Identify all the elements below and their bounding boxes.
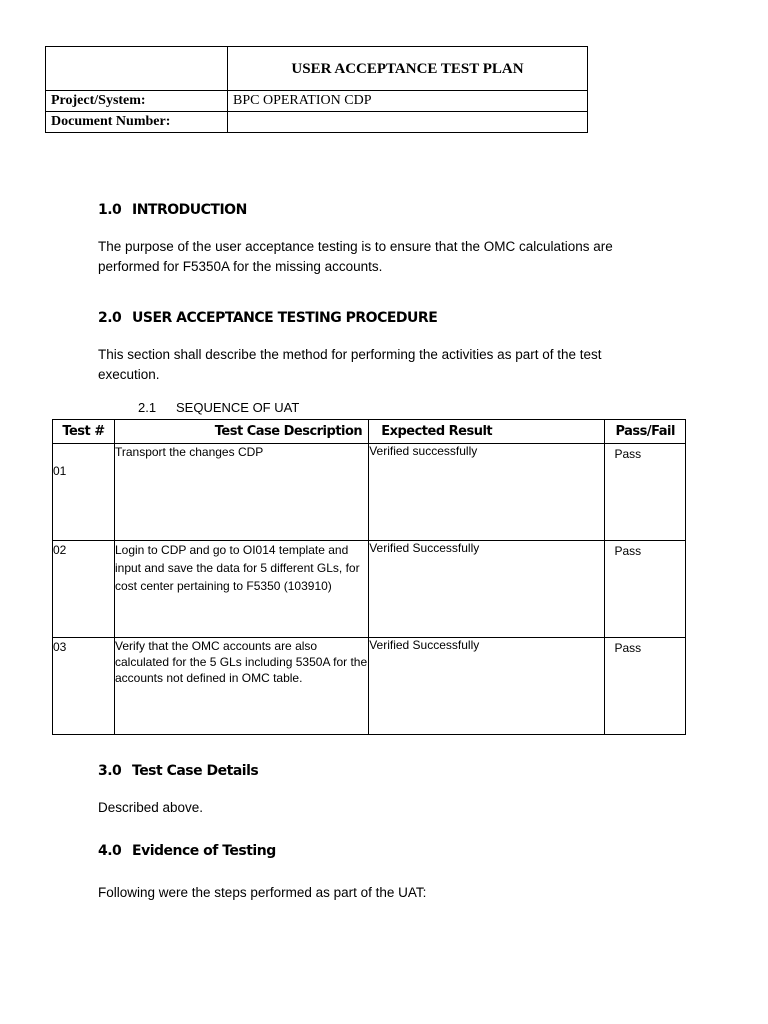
pass-fail-status: Pass [614, 447, 642, 461]
test-number-cell [53, 444, 115, 541]
procedure-text: This section shall describe the method for performing the activities as part of the test execution. [98, 347, 602, 382]
document-number-value [228, 112, 588, 133]
pass-fail-cell [605, 541, 686, 638]
document-title: USER ACCEPTANCE TEST PLAN [228, 47, 588, 91]
subsection-heading-sequence [138, 400, 299, 415]
section-number: 2.0 [98, 310, 122, 326]
introduction-text: The purpose of the user acceptance testing is to ensure that the OMC calculations are performed for F5350A for the missing accounts. [98, 239, 613, 274]
test-number-cell [53, 541, 115, 638]
project-value: BPC OPERATION CDP [228, 91, 588, 112]
column-header-pass-fail: Pass/Fail [605, 420, 686, 444]
test-number-cell [53, 638, 115, 735]
section-heading-test-case-details [98, 763, 258, 779]
test-description: Verify that the OMC accounts are also calculated for the 5 GLs including 5350A for the accounts not defined in OMC table. [114, 638, 368, 735]
test-description: Transport the changes CDP [114, 444, 368, 541]
pass-fail-status: Pass [614, 544, 642, 558]
section-number: 4.0 [98, 843, 122, 859]
section-title: Evidence of Testing [132, 843, 276, 859]
subsection-title: SEQUENCE OF UAT [176, 400, 300, 415]
test-number: 03 [53, 640, 67, 654]
expected-result: Verified Successfully [369, 638, 605, 735]
test-case-details-text: Described above. [98, 800, 204, 815]
column-header-test-number: Test # [53, 420, 115, 444]
header-logo-cell [46, 47, 228, 91]
section-number: 1.0 [98, 202, 122, 218]
pass-fail-cell [605, 638, 686, 735]
section-heading-introduction [98, 202, 247, 218]
document-number-label: Document Number: [46, 112, 228, 133]
table-row [53, 444, 686, 541]
table-row [53, 638, 686, 735]
project-label: Project/System: [46, 91, 228, 112]
section-number: 3.0 [98, 763, 122, 779]
test-description: Login to CDP and go to OI014 template and input and save the data for 5 different GLs, for cost center pertaining to F5350 (103910) [114, 541, 368, 638]
pass-fail-cell [605, 444, 686, 541]
test-number: 01 [53, 464, 67, 478]
subsection-number: 2.1 [138, 400, 157, 415]
section-heading-procedure [98, 310, 437, 326]
expected-result: Verified successfully [369, 444, 605, 541]
table-header-row [53, 420, 686, 444]
section-title: USER ACCEPTANCE TESTING PROCEDURE [132, 310, 438, 326]
evidence-text-line: Following were the steps performed as part of the UAT: [98, 885, 427, 900]
test-number: 02 [53, 543, 67, 557]
column-header-description: Test Case Description [114, 420, 368, 444]
evidence-text [98, 856, 638, 903]
section-title: INTRODUCTION [132, 202, 247, 218]
pass-fail-status: Pass [614, 641, 642, 655]
table-row [53, 541, 686, 638]
section-title: Test Case Details [132, 763, 259, 779]
column-header-expected-result: Expected Result [369, 420, 605, 444]
expected-result: Verified Successfully [369, 541, 605, 638]
document-header-table [45, 46, 588, 133]
uat-sequence-table [52, 419, 686, 735]
